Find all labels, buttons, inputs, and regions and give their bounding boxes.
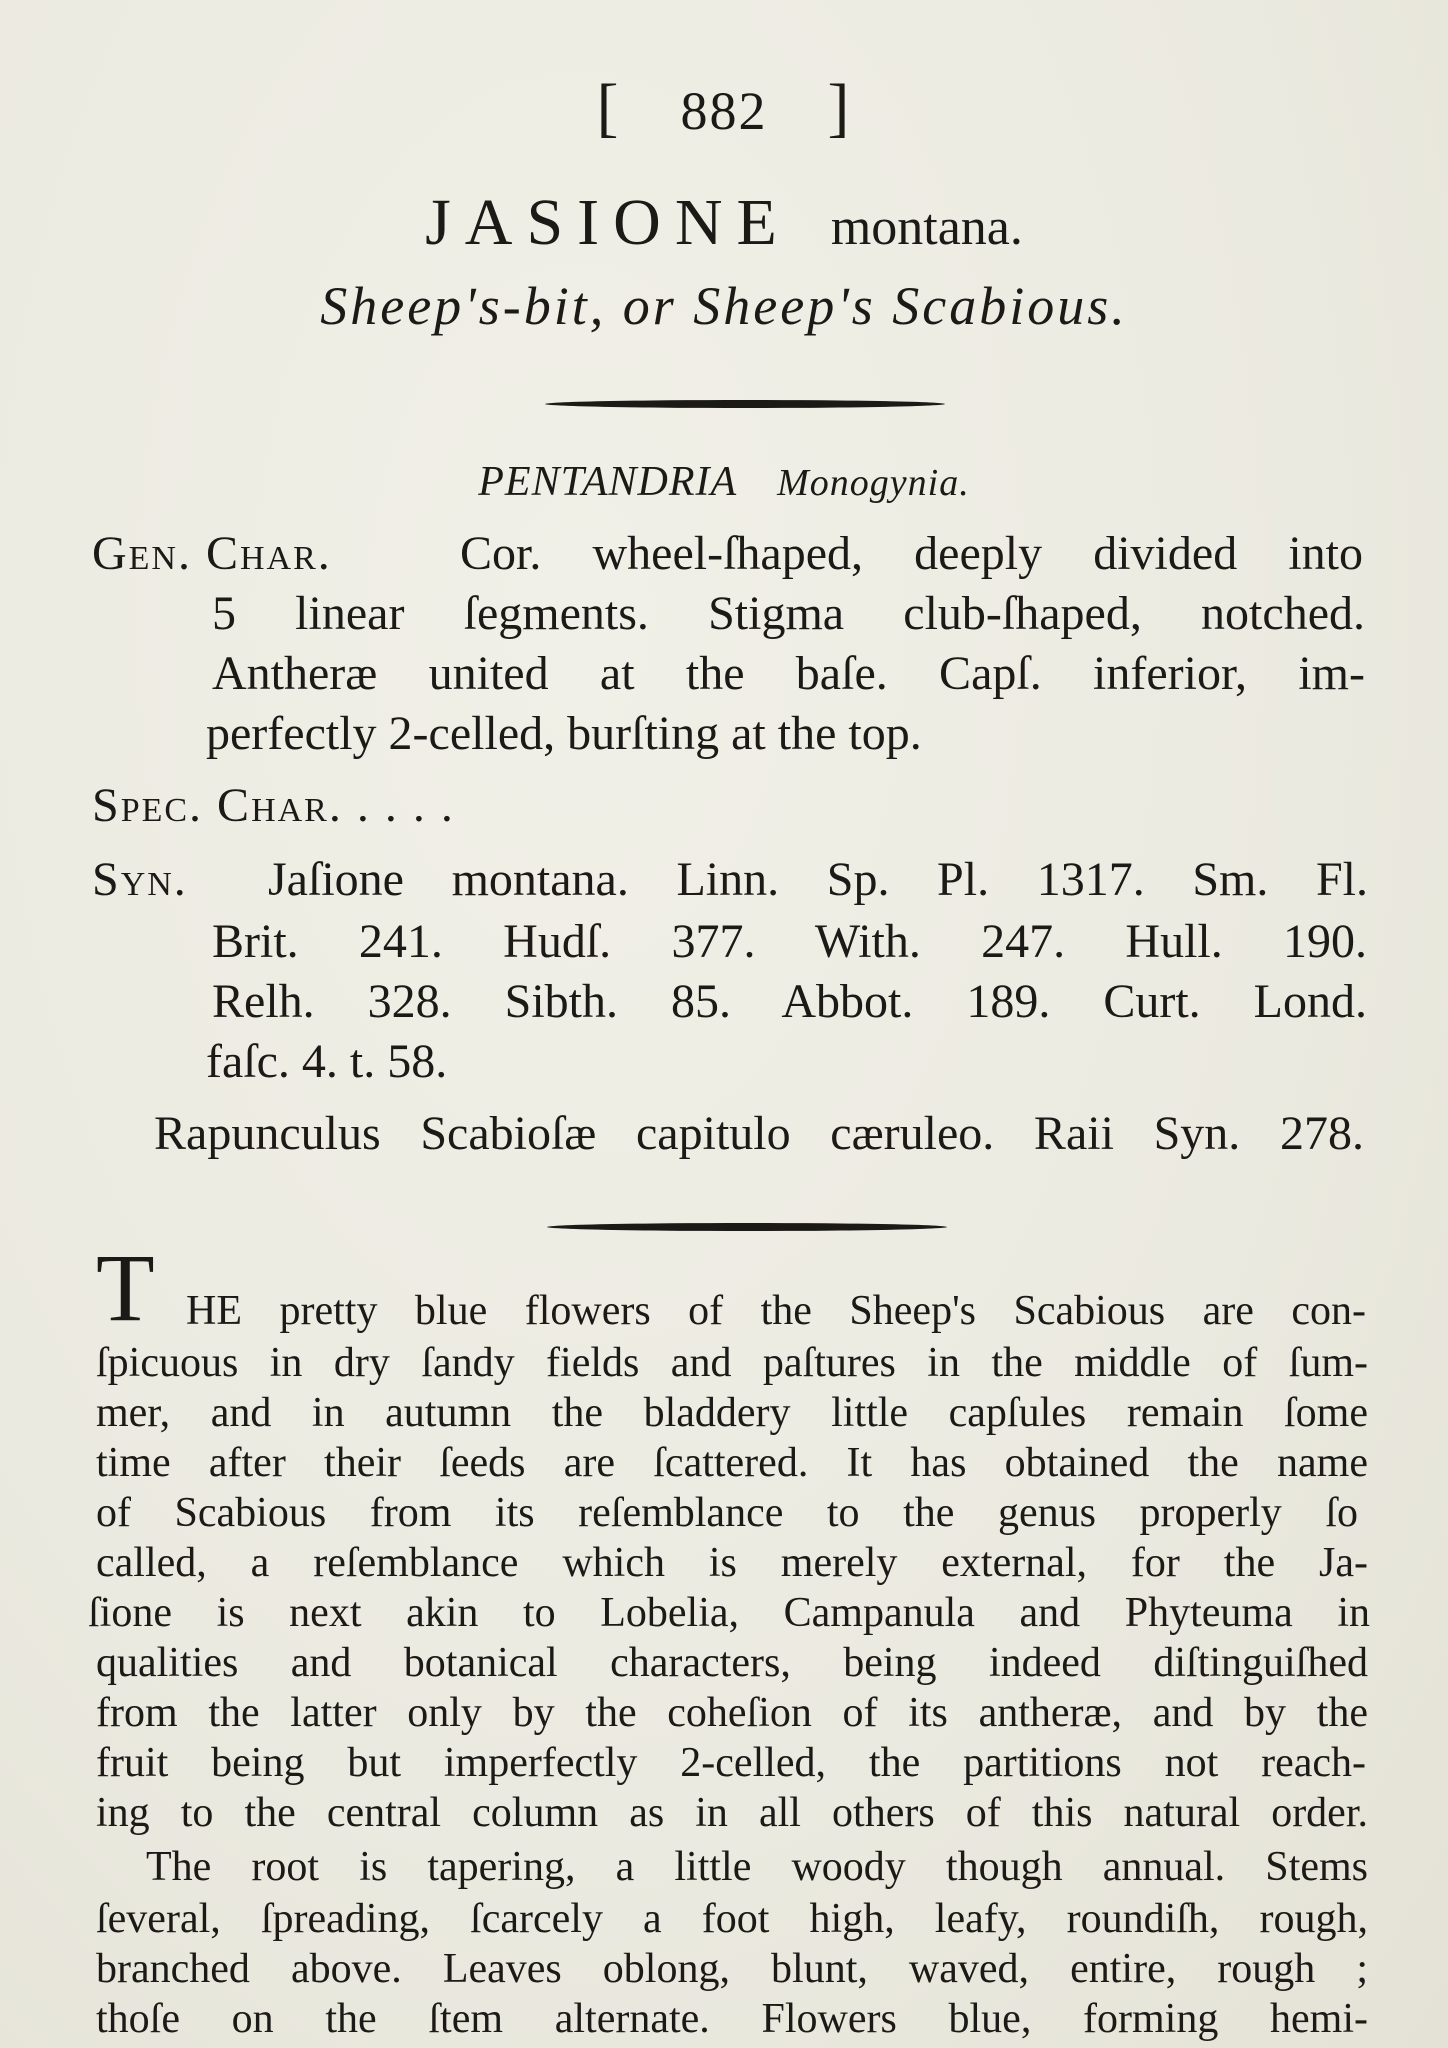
divider-rule-bottom	[547, 1223, 947, 1231]
gen-char-line: Cor. wheel-ſhaped, deeply divided into	[460, 527, 1363, 580]
species-name: montana.	[830, 199, 1023, 256]
gen-char-label: Gen. Char.	[92, 527, 332, 580]
body-line: of Scabious from its reſemblance to the genus properly ſo	[96, 1490, 1358, 1536]
common-name: Sheep's-bit, or Sheep's Scabious.	[320, 276, 1128, 336]
body-line: ſpicuous in dry ſandy fields and paſtures in the middle of ſum-	[96, 1340, 1368, 1386]
synonym-line: Relh. 328. Sibth. 85. Abbot. 189. Curt. Lond.	[212, 975, 1367, 1028]
synonym-line: Jaſione montana. Linn. Sp. Pl. 1317. Sm. Fl.	[268, 853, 1368, 906]
gen-char-line: perfectly 2-celled, burſting at the top.	[206, 707, 922, 760]
body-line: branched above. Leaves oblong, blunt, waved, entire, rough ;	[96, 1946, 1368, 1992]
body-line: mer, and in autumn the bladdery little capſules remain ſome	[96, 1390, 1368, 1436]
class-name: PENTANDRIA	[478, 459, 738, 505]
divider-rule-top	[545, 400, 945, 408]
classification	[0, 458, 1448, 506]
body-line: ſeveral, ſpreading, ſcarcely a foot high, leafy, roundiſh, rough,	[96, 1896, 1368, 1942]
synonym-line: faſc. 4. t. 58.	[206, 1035, 448, 1088]
body-line: thoſe on the ſtem alternate. Flowers blue, forming hemi-	[96, 1996, 1368, 2042]
body-line: fruit being but imperfectly 2-celled, the partitions not reach-	[96, 1740, 1366, 1786]
page-number-header	[0, 70, 1448, 146]
page-number: 882	[680, 81, 768, 141]
synonym-line: Brit. 241. Hudſ. 377. With. 247. Hull. 190.	[212, 915, 1367, 968]
body-line: ſione is next akin to Lobelia, Campanula and Phyteuma in	[88, 1590, 1370, 1636]
body-line: ing to the central column as in all others of this natural order.	[96, 1790, 1368, 1836]
body-line: HE pretty blue flowers of the Sheep's Scabious are con-	[186, 1288, 1366, 1334]
body-line: time after their ſeeds are ſcattered. It has obtained the name	[96, 1440, 1368, 1486]
page-title	[0, 185, 1448, 261]
bracket-open: [	[596, 71, 621, 144]
genus-name: JASIONE	[425, 186, 791, 259]
body-line: from the latter only by the coheſion of its antheræ, and by the	[96, 1690, 1368, 1736]
synonym-line: Rapunculus Scabioſæ capitulo cæruleo. Raii Syn. 278.	[154, 1107, 1364, 1160]
gen-char-line: 5 linear ſegments. Stigma club-ſhaped, notched.	[212, 587, 1365, 640]
spec-char-label: Spec. Char. . . . .	[92, 779, 455, 832]
body-line: called, a reſemblance which is merely external, for the Ja-	[96, 1540, 1368, 1586]
drop-cap: T	[96, 1234, 155, 1341]
syn-label: Syn.	[92, 853, 188, 906]
order-name: Monogynia.	[777, 462, 970, 504]
bracket-close: ]	[827, 71, 852, 144]
body-line: The root is tapering, a little woody though annual. Stems	[146, 1844, 1368, 1890]
gen-char-line: Antheræ united at the baſe. Capſ. inferior, im-	[212, 647, 1365, 700]
body-line: qualities and botanical characters, being indeed diſtinguiſhed	[96, 1640, 1368, 1686]
